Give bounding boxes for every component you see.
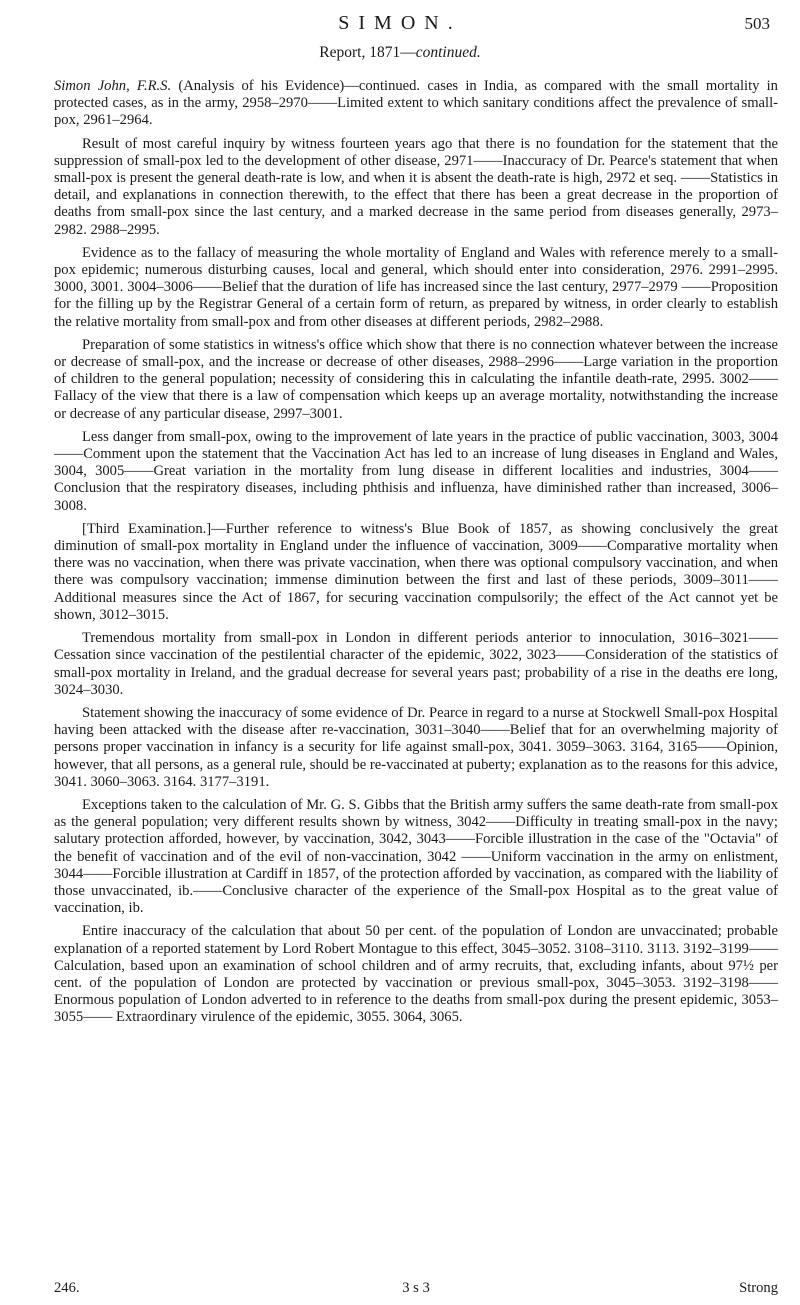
entry-paragraph: Exceptions taken to the calculation of Mr. G. S. Gibbs that the British army suffers the same death-rate from small-pox as the general population; very different results shown by witness, 3042——Difficulty in treating small-pox in the navy; salutary protection afforded, however, by vaccination, 3042, 3043——Forcible illustration in the case of the "Octavia" of the benefit of vaccination and of the evil of non-vaccination, 3042 ——Uniform vaccination in the army on enlistment, 3044——Forcible illustration at Cardiff in 1857, of the protection afforded by vaccination, as compared with the liability of those unvaccinated, ib.——Conclusive character of the experience of the Small-pox Hospital as to the great value of vaccination, ib. (54, 796, 778, 917)
footer-catchword: Strong (739, 1280, 778, 1296)
entry-paragraph: Preparation of some statistics in witness's office which show that there is no connection whatever between the increase or decrease of small-pox, and the increase or decrease of other diseases, 2988–2996——Large variation in the proportion of children to the general population; necessity of considering this in calculating the infantile death-rate, 2995. 3002——Fallacy of the view that there is a law of compensation which keeps up an average mortality, notwithstanding the increase or decrease of any particular disease, 2997–3001. (54, 336, 778, 422)
entry-first-text: cases in India, as compared with the small mortality in protected cases, as in the army, 2958–2970——Limited extent to which sanitary conditions affect the prevalence of small-pox, 2961–2964. (54, 78, 778, 129)
entry-first-paragraph (54, 78, 778, 130)
index-entry-body (54, 78, 778, 1033)
footer-signature: 3 s 3 (402, 1280, 430, 1296)
report-subhead (0, 44, 800, 62)
entry-paragraph: Tremendous mortality from small-pox in London in different periods anterior to innoculation, 3016–3021——Cessation since vaccination of the pestilential character of the epidemic, 3022, 3023——Consideration of the statistics of small-pox mortality in Ireland, and the gradual decrease for several years past; probability of a rise in the deaths ere long, 3024–3030. (54, 630, 778, 698)
subhead-prefix: Report, 1871— (319, 44, 416, 61)
entry-paragraph: Statement showing the inaccuracy of some evidence of Dr. Pearce in regard to a nurse at Stockwell Small-pox Hospital having been attacked with the disease after re-vaccination, 3031–3040——Belief that for an overwhelming majority of persons proper vaccination in infancy is a security for life against small-pox, 3041. 3059–3063. 3164, 3165——Opinion, however, that all persons, as a general rule, should be re-vaccinated at puberty; explanation as to the reasons for this advice, 3041. 3060–3063. 3164. 3177–3191. (54, 704, 778, 790)
entry-heading: Simon John, F.R.S. (54, 78, 172, 94)
subhead-continued: continued. (415, 44, 481, 61)
running-head: SIMON. (338, 12, 462, 34)
entry-paragraph: [Third Examination.]—Further reference to witness's Blue Book of 1857, as showing conclusively the great diminution of small-pox mortality in England under the influence of vaccination, 3009——Comparative mortality when there was no vaccination, when there was private vaccination, when there was optional compulsory vaccination, and when there was compulsory vaccination; immense diminution between the first and last of these periods, 3009–3011——Additional measures since the Act of 1867, for securing vaccination compulsorily; the effect of the Act cannot yet be shown, 3012–3015. (54, 520, 778, 623)
footer-page-ref: 246. (54, 1280, 80, 1296)
entry-paragraph: Result of most careful inquiry by witness fourteen years ago that there is no foundation for the statement that the suppression of small-pox led to the development of other disease, 2971——Inaccuracy of Dr. Pearce's statement that when small-pox is present the general death-rate is low, and when it is absent the death-rate is high, 2972 et seq. ——Statistics in detail, and explanations in connection therewith, to the effect that there has been a great decrease in the proportion of deaths from small-pox since the last century, and a marked decrease in the same period from diseases generally, 2973–2982. 2988–2995. (54, 135, 778, 238)
entry-heading-rest: (Analysis of his Evidence)—continued. (171, 78, 421, 94)
entry-paragraph: Less danger from small-pox, owing to the improvement of late years in the practice of public vaccination, 3003, 3004——Comment upon the statement that the Vaccination Act has led to an increase of lung diseases in England and Wales, 3004, 3005——Great variation in the mortality from lung disease in different localities and industries, 3004—— Conclusion that the respiratory diseases, including phthisis and influenza, have diminished rather than increased, 3006–3008. (54, 428, 778, 514)
entry-paragraph: Entire inaccuracy of the calculation that about 50 per cent. of the population of London are unvaccinated; probable explanation of a reported statement by Lord Robert Montague to this effect, 3045–3052. 3108–3110. 3113. 3192–3199——Calculation, based upon an examination of school children and of army recruits, that, excluding infants, about 97½ per cent. of the population of London are protected by vaccination or previous small-pox, 3045–3053. 3192–3198——Enormous population of London adverted to in reference to the deaths from small-pox during the present epidemic, 3053–3055—— Extraordinary virulence of the epidemic, 3055. 3064, 3065. (54, 923, 778, 1026)
entry-paragraph: Evidence as to the fallacy of measuring the whole mortality of England and Wales with reference merely to a small-pox epidemic; numerous disturbing causes, local and general, which should enter into consideration, 2976. 2991–2995. 3000, 3001. 3004–3006——Belief that the duration of life has increased since the last century, 2977–2979 ——Proposition for the filling up by the Registrar General of a certain form of return, as prepared by witness, in order clearly to establish the relative mortality from small-pox and from other diseases at different periods, 2982–2988. (54, 244, 778, 330)
page-number: 503 (744, 14, 770, 33)
